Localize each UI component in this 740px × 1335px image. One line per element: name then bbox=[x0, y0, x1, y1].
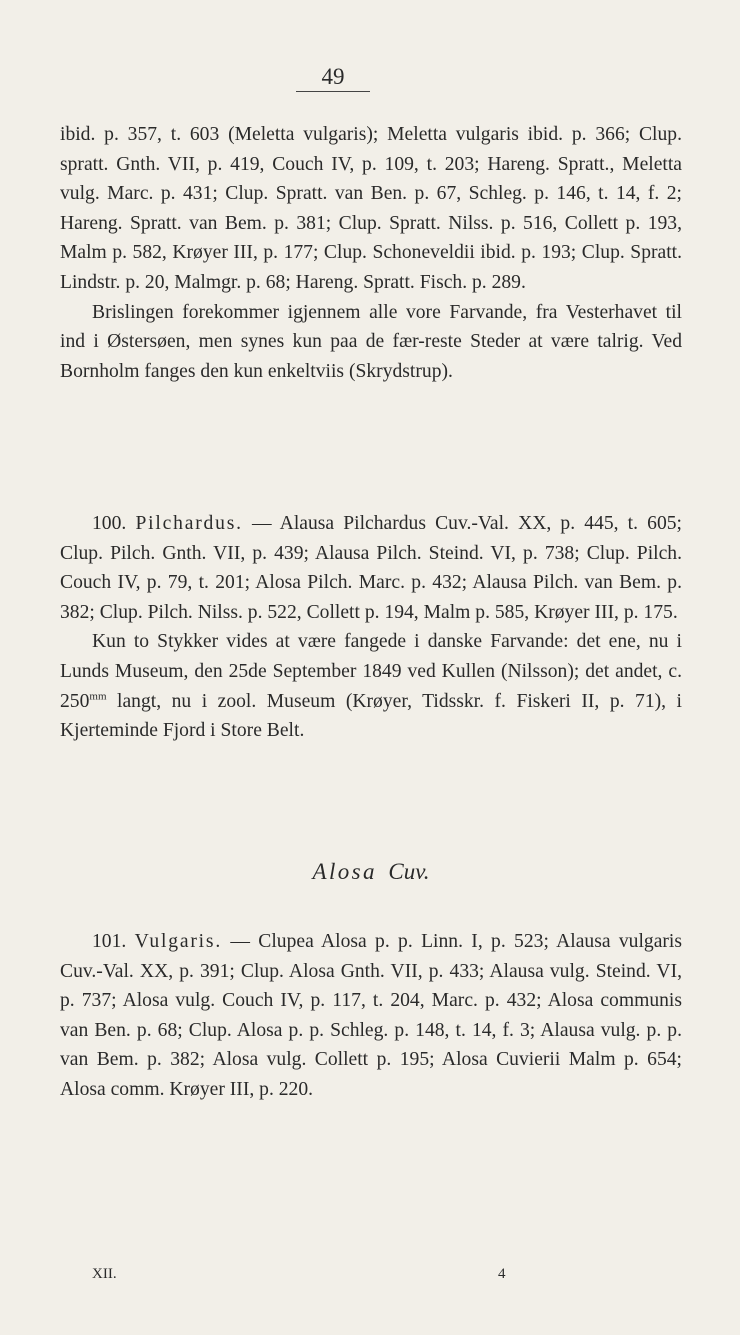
distribution-text-100-a: Kun to Stykker vides at være fangede i danske Farvande: det ene, nu i Lunds Museum, den 25de September 1849 ved Kullen (Nilsson); det andet, c. 250 bbox=[60, 631, 682, 712]
entry-number-101: 101. bbox=[92, 931, 127, 952]
genus-author: Cuv. bbox=[388, 859, 430, 884]
entry-number-100: 100. bbox=[92, 513, 127, 534]
species-101-entry bbox=[60, 927, 682, 1105]
unit-superscript: mm bbox=[89, 690, 107, 703]
species-100-entry bbox=[60, 509, 682, 746]
synonym-list-99: ibid. p. 357, t. 603 (Meletta vulgaris); Meletta vulgaris ibid. p. 366; Clup. spratt. Gnth. VII, p. 419, Couch IV, p. 109, t. 203; Hareng. Spratt., Meletta vulg. Marc. p. 431; Clup. Spratt. van Ben. p. 67, Schleg. p. 146, t. 14, f. 2; Hareng. Spratt. van Bem. p. 381; Clup. Spratt. Nilss. p. 516, Collett p. 193, Malm p. 582, Krøyer III, p. 177; Clup. Schoneveldii ibid. p. 193; Clup. Spratt. Lindstr. p. 20, Malmgr. p. 68; Hareng. Spratt. Fisch. p. 289. bbox=[60, 124, 682, 293]
distribution-paragraph-100 bbox=[60, 627, 682, 745]
genus-heading bbox=[60, 857, 682, 887]
page-number: 49 bbox=[296, 63, 370, 92]
synonyms-101: — Clupea Alosa p. p. Linn. I, p. 523; Alausa vulgaris Cuv.-Val. XX, p. 391; Clup. Alosa Gnth. VII, p. 433; Alausa vulg. Steind. VI, p. 737; Alosa vulg. Couch IV, p. 117, t. 204, Marc. p. 432; Alosa communis van Ben. p. 68; Clup. Alosa p. p. Schleg. p. 148, t. 14, f. 3; Alausa vulg. p. p. van Bem. p. 382; Alosa vulg. Collett p. 195; Alosa Cuvierii Malm p. 654; Alosa comm. Krøyer III, p. 220. bbox=[60, 931, 682, 1100]
synonym-list-101 bbox=[60, 927, 682, 1105]
distribution-paragraph-99: Brislingen forekommer igjennem alle vore Farvande, fra Vesterhavet til ind i Østersøen, men synes kun paa de fær-reste Steder at være talrig. Ved Bornholm fanges den kun enkeltviis (Skrydstrup). bbox=[60, 301, 682, 382]
species-99-continuation bbox=[60, 120, 682, 386]
distribution-text-100-b: langt, nu i zool. Museum (Krøyer, Tidsskr. f. Fiskeri II, p. 71), i Kjerteminde Fjord i Store Belt. bbox=[60, 690, 682, 742]
species-name-101: Vulgaris. bbox=[134, 931, 223, 952]
species-name-100: Pilchardus. bbox=[135, 513, 243, 534]
synonym-list-100 bbox=[60, 509, 682, 627]
genus-name: Alosa bbox=[312, 859, 377, 884]
synonyms-100: — Alausa Pilchardus Cuv.-Val. XX, p. 445, t. 605; Clup. Pilch. Gnth. VII, p. 439; Alausa Pilch. Steind. VI, p. 738; Clup. Pilch. Couch IV, p. 79, t. 201; Alosa Pilch. Marc. p. 432; Alausa Pilch. van Bem. p. 382; Clup. Pilch. Nilss. p. 522, Collett p. 194, Malm p. 585, Krøyer III, p. 175. bbox=[60, 513, 682, 623]
printer-signature-right: 4 bbox=[498, 1266, 506, 1282]
printer-signature-left: XII. bbox=[92, 1266, 117, 1282]
